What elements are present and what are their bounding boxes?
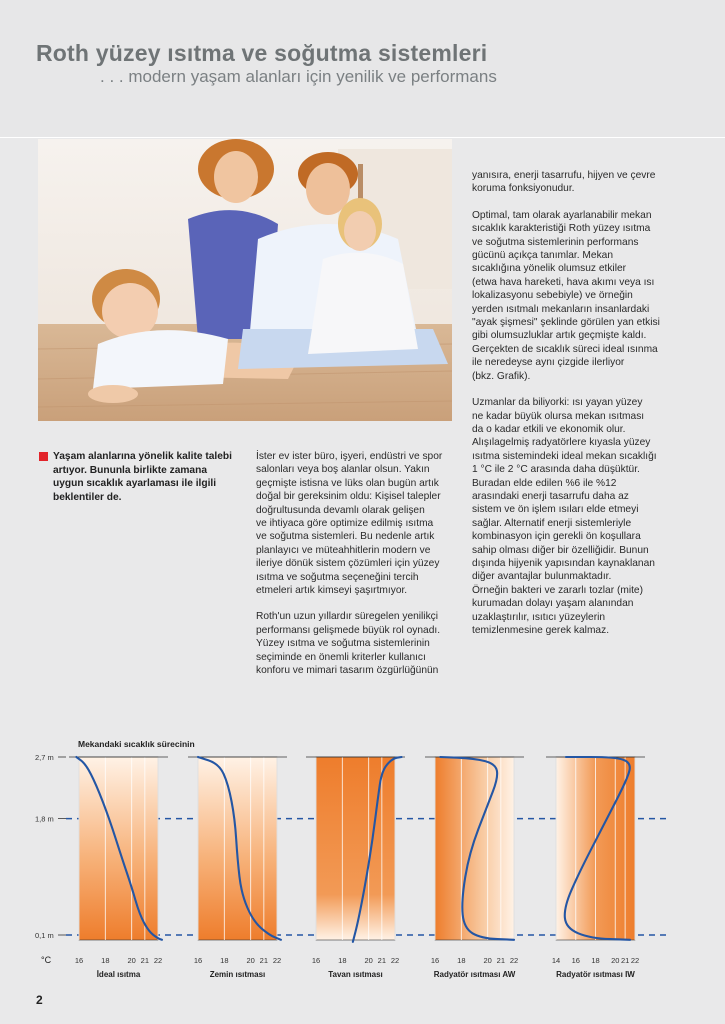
- chart-panel: [69, 757, 168, 979]
- chart-panel: [306, 757, 405, 979]
- chart-panel: [546, 757, 645, 979]
- x-tick-label: 18: [591, 956, 600, 965]
- x-tick-label: 22: [390, 956, 400, 965]
- column-middle: [256, 450, 456, 691]
- y-tick-label: 0,1 m: [35, 931, 54, 940]
- chart-title: Mekandaki sıcaklık sürecinin: [78, 739, 195, 749]
- x-tick-label: 16: [311, 956, 321, 965]
- paragraph: Roth'un uzun yıllardır süregelen yenilikçi performansı gelişmede büyük rol oynadı. Yüzey ısıtma ve soğutma sistemlerinin seçiminde en önemli kriterler kullanıcı konforu ve mimari tasarım özgürlüğünün: [256, 611, 441, 677]
- x-tick-label: 18: [457, 956, 466, 965]
- paragraph: Uzmanlar da biliyorki: ısı yayan yüzey ne kadar büyük olursa mekan ısıtması da o kadar etkili ve ekonomik olur. Alışılagelmiş radyatörlere kıyasla yüzey ısıtma sistemindeki ideal mekan sıcaklığı 1 °C ile 2 °C arasında daha düşüktür. Buradan elde edilen %6 ile %12 arasındaki enerji tasarrufu daha az sistem ve ön işlem ısıları elde etmeyi sağlar. Alternatif enerji sistemleriyle kombinasyon için gerekli ön koşullara sahip olması diğer bir özelliğidir. Bunun dışında hijyenik yapısından kaynaklanan diğer avantajlar bulunmaktadır. Örneğin bakteri ve zararlı tozlar (mite) kurumadan dolayı yaşam alanından uzaklaştırılır, ısıtıcı yüzeylerin temizlenmesine gerek kalmaz.: [472, 397, 657, 636]
- x-tick-label: 20: [364, 956, 373, 965]
- panel-title: Radyatör ısıtması AW: [433, 970, 516, 979]
- x-tick-label: 18: [338, 956, 347, 965]
- x-tick-label: 20: [246, 956, 255, 965]
- paragraph: yanısıra, enerji tasarrufu, hijyen ve çevre koruma fonksiyonudur.: [472, 170, 656, 195]
- panel-title: Radyatör ısıtması IW: [556, 970, 635, 979]
- x-tick-label: 20: [127, 956, 136, 965]
- page-header: [0, 0, 725, 138]
- paragraph: İster ev ister büro, işyeri, endüstri ve spor salonları veya boş alanlar olsun. Yakın geçmişte istisna ve lüks olan bugün artık doğal bir gereksinim oldu: Kişisel talepler doğrultusunda devamlı olarak gelişen ve ihtiyaca göre optimize edilmiş ısıtma ve soğutma sistemleri. Bu nedenle artık planlayıcı ve müteahhitlerin modern ve ileriye dönük sistem çözümleri için yüzey ısıtma ve soğutma seçeneğini tercih etmeleri artık kimseyi şaşırtmıyor.: [256, 451, 443, 597]
- y-tick-label: 2,7 m: [35, 753, 54, 762]
- x-tick-label: 16: [571, 956, 580, 965]
- panel-title: Tavan ısıtması: [328, 970, 383, 979]
- column-right: [472, 169, 687, 650]
- x-tick-label: 20: [483, 956, 492, 965]
- x-tick-label: 21: [259, 956, 269, 965]
- panel-background: [435, 757, 514, 940]
- x-tick-label: 18: [101, 956, 110, 965]
- page-title: Roth yüzey ısıtma ve soğutma sistemleri: [36, 40, 488, 66]
- x-unit-label: °C: [41, 955, 52, 965]
- paragraph: Optimal, tam olarak ayarlanabilir mekan sıcaklık karakteristiği Roth yüzey ısıtma ve soğutma sistemlerinin performans gücünü açıkça tanımlar. Mekan sıcaklığına yönelik olumsuz etkiler (etwa hava hareketi, hava akımı veya ısı lokalizasyonu sebebiyle) ve örneğin yerden ısıtmalı mekanların insanlardaki "ayak şişmesi" şeklinde görülen yan etkisi gibi olumsuzluklar artık geçmişte kaldı. Gerçekten de sıcaklık süreci ideal ısınma ile neredeyse aynı çizgide ilerliyor (bkz. Grafik).: [472, 209, 660, 382]
- lead-paragraph: Yaşam alanlarına yönelik kalite talebi artıyor. Bununla birlikte zamana uygun sıcaklık ayarlaması ile ilgili beklentiler de.: [53, 451, 232, 503]
- x-tick-label: 14: [551, 956, 561, 965]
- panel-title: İdeal ısıtma: [96, 970, 141, 979]
- x-tick-label: 22: [153, 956, 163, 965]
- chart-panel: [425, 757, 524, 979]
- x-tick-label: 21: [377, 956, 387, 965]
- x-tick-label: 21: [140, 956, 150, 965]
- x-tick-label: 21: [496, 956, 506, 965]
- x-tick-label: 16: [193, 956, 203, 965]
- chart-panel: [188, 757, 287, 979]
- x-tick-label: 16: [74, 956, 84, 965]
- x-tick-label: 22: [509, 956, 519, 965]
- temperature-profile-chart: [0, 730, 725, 990]
- x-tick-label: 20: [611, 956, 620, 965]
- family-photo: [38, 139, 452, 421]
- page-subtitle: . . . modern yaşam alanları için yenilik ve performans: [100, 67, 497, 86]
- x-tick-label: 22: [630, 956, 640, 965]
- y-tick-label: 1,8 m: [35, 814, 54, 824]
- x-tick-label: 22: [272, 956, 282, 965]
- page-number: 2: [36, 993, 43, 1007]
- panel-title: Zemin ısıtması: [209, 970, 266, 979]
- chart-svg: [0, 730, 725, 990]
- x-tick-label: 18: [220, 956, 229, 965]
- bullet-marker: [39, 452, 48, 461]
- panel-background: [316, 757, 395, 940]
- family-illustration: [38, 139, 452, 421]
- x-tick-label: 21: [620, 956, 630, 965]
- x-tick-label: 16: [430, 956, 440, 965]
